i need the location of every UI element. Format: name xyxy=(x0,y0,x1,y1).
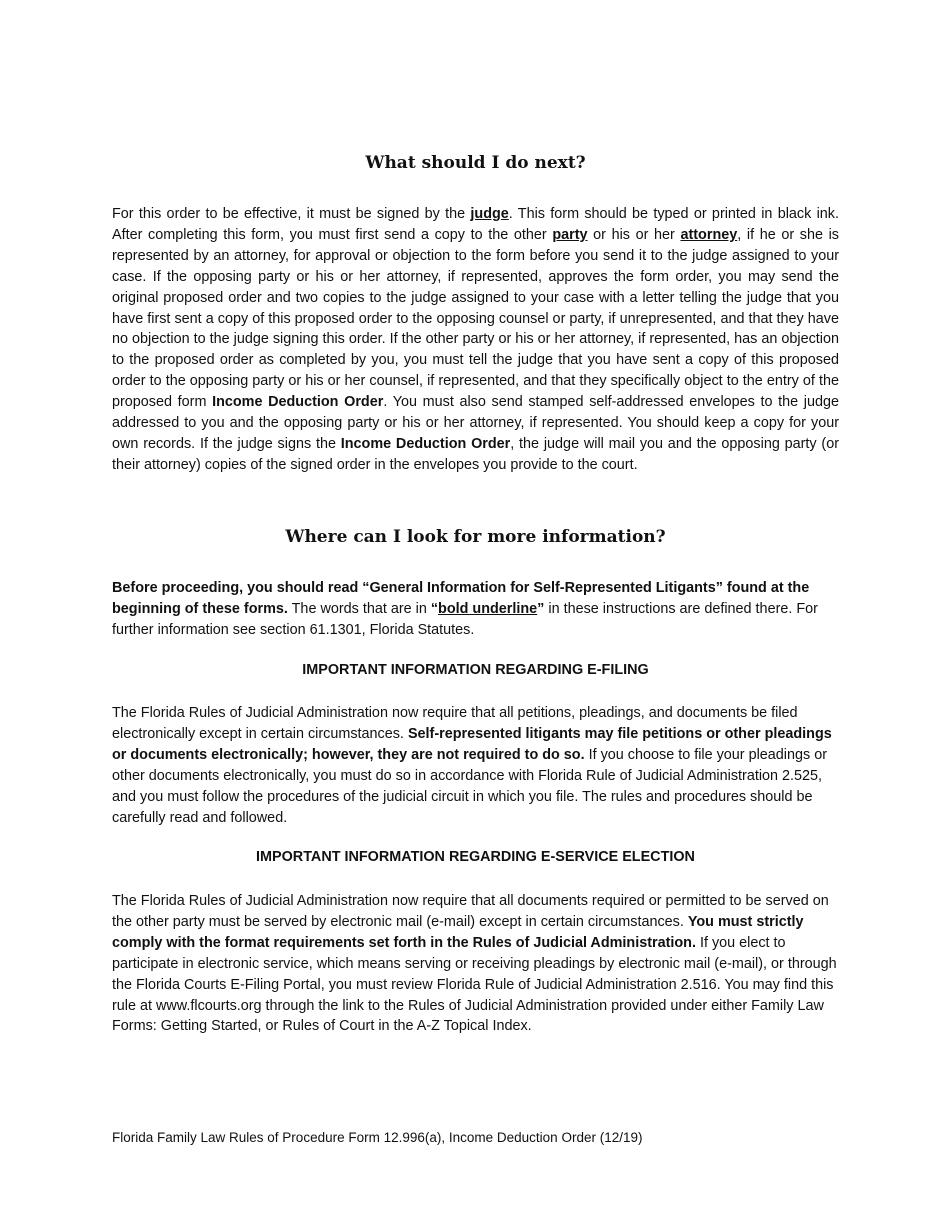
paragraph-eservice: The Florida Rules of Judicial Administration now require that all documents required or permitted to be served on the other party must be served by electronic mail (e-mail) except in certain circumstances. You must strictly comply with the format requirements set forth in the Rules of Judicial Administration. If you elect to participate in electronic service, which means serving or receiving pleadings by electronic mail (e-mail), or through the Florida Courts E-Filing Portal, you must review Florida Rule of Judicial Administration 2.516. You may find this rule at www.flcourts.org through the link to the Rules of Judicial Administration provided under either Family Law Forms: Getting Started, or Rules of Court in the A-Z Topical Index. xyxy=(112,893,837,1035)
heading-more-info: Where can I look for more information? xyxy=(285,527,666,547)
term-attorney: attorney xyxy=(680,226,738,243)
heading-efiling: IMPORTANT INFORMATION REGARDING E-FILING xyxy=(302,662,649,678)
paragraph-efiling: The Florida Rules of Judicial Administration now require that all petitions, pleadings, and documents be filed electronically except in certain circumstances. Self-represented litigants may file petitions or other pleadings or documents electronically; however, they are not required to do so. If you choose to file your pleadings or other documents electronically, you must do so in accordance with Florida Rule of Judicial Administration 2.525, and you must follow the procedures of the judicial circuit in which you file. The rules and procedures should be carefully read and followed. xyxy=(112,705,832,826)
heading-eservice: IMPORTANT INFORMATION REGARDING E-SERVICE ELECTION xyxy=(256,849,695,865)
term-party: party xyxy=(552,226,588,243)
paragraph-more-info: Before proceeding, you should read “General Information for Self-Represented Litigants” found at the beginning of these forms. The words that are in “bold underline” in these instructions are defined there. For further information see section 61.1301, Florida Statutes. xyxy=(112,580,818,638)
paragraph-next-steps: For this order to be effective, it must be signed by the judge. This form should be typed or printed in black ink. After completing this form, you must first send a copy to the other party or his or her attorney, if he or she is represented by an attorney, for approval or objection to the form before you send it to the judge assigned to your case. If the opposing party or his or her attorney, if represented, approves the form order, you may send the original proposed order and two copies to the judge assigned to your case with a letter telling the judge that you have first sent a copy of this proposed order to the opposing counsel or party, if unrepresented, and that they have no objection to the judge signing this order. If the other party or his or her attorney, if represented, has an objection to the proposed order as completed by you, you must tell the judge that you have sent a copy of this proposed order to the opposing party or his or her counsel, if represented, and that they specifically object to the entry of the proposed form Income Deduction Order. You must also send stamped self-addressed envelopes to the judge addressed to you and the opposing party or his or her attorney, if represented. You should keep a copy for your own records. If the judge signs the Income Deduction Order, the judge will mail you and the opposing party (or their attorney) copies of the signed order in the envelopes you provide to the court. xyxy=(112,206,839,473)
term-judge: judge xyxy=(470,206,509,222)
heading-what-next: What should I do next? xyxy=(365,153,586,173)
term-bold-underline: bold underline xyxy=(438,600,538,617)
page-footer: Florida Family Law Rules of Procedure Form 12.996(a), Income Deduction Order (12/19) xyxy=(112,1130,643,1145)
